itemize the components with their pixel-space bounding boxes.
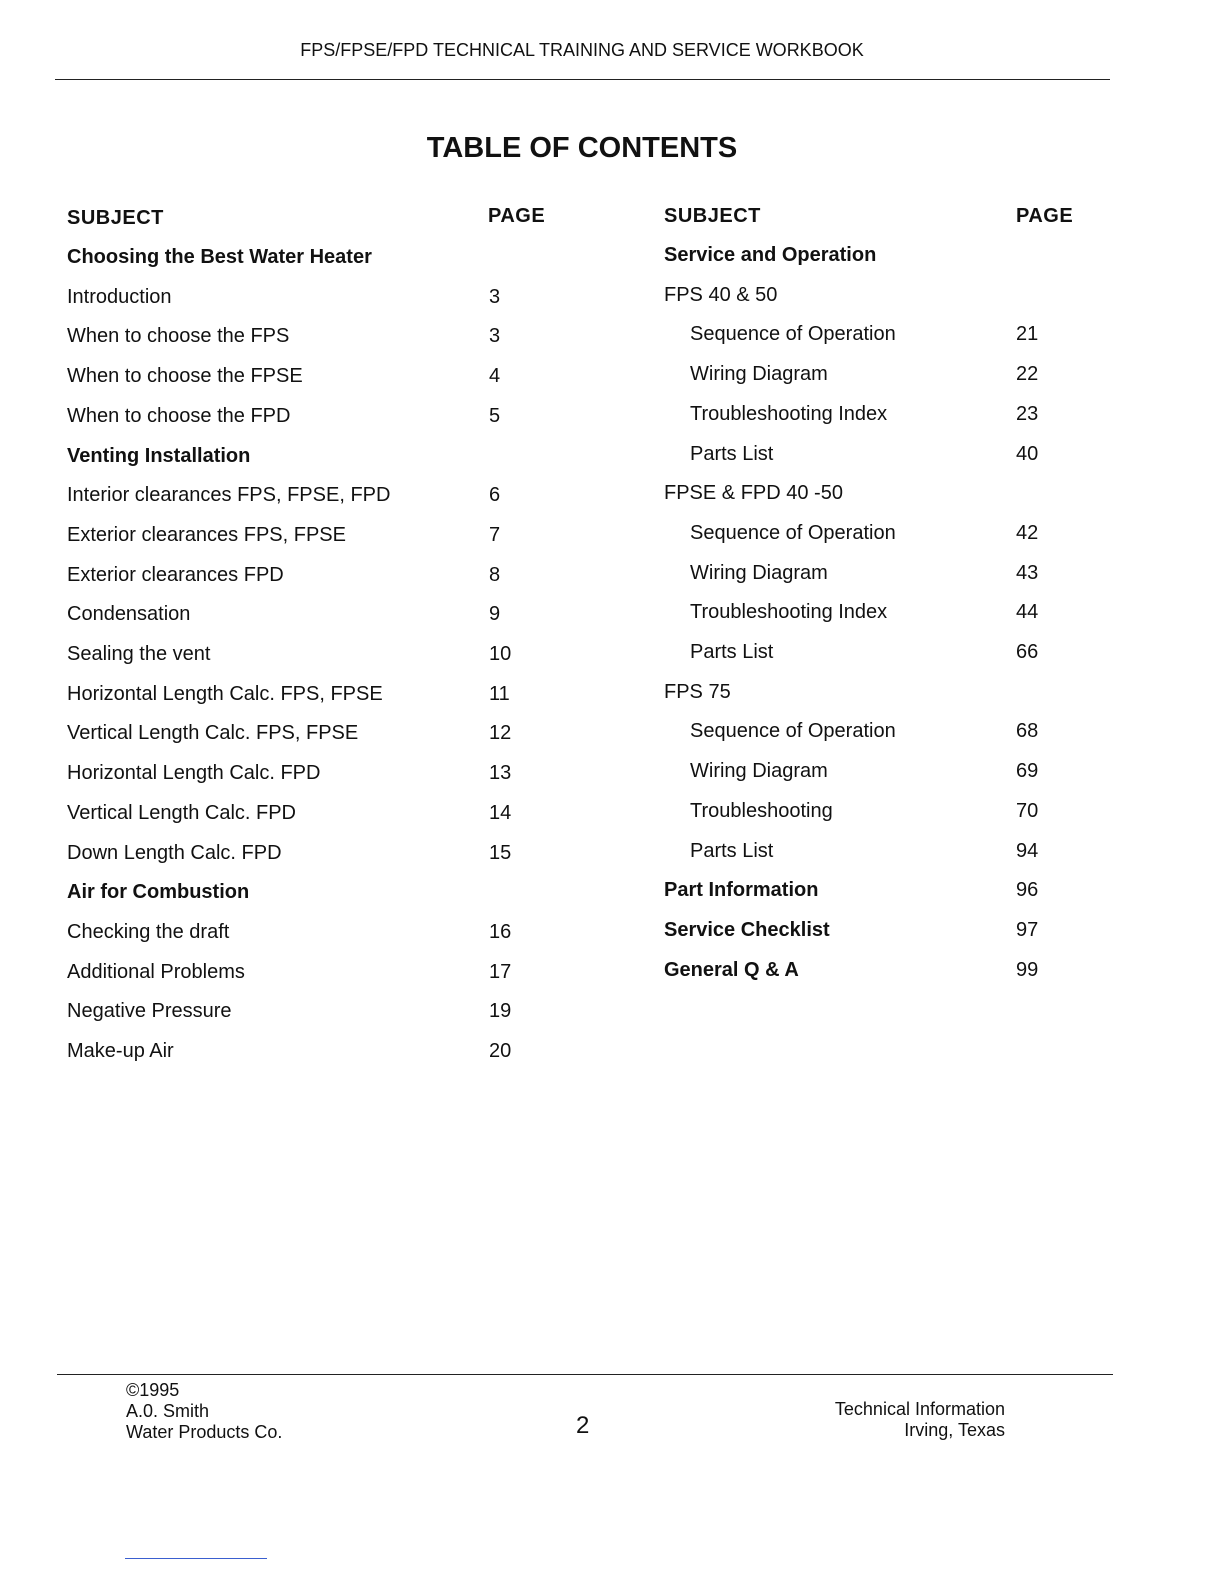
toc-entry: [67, 244, 547, 270]
toc-entry: [664, 798, 1084, 824]
toc-entry-subject: Checking the draft: [67, 920, 230, 943]
toc-section-heading: General Q & A: [664, 958, 799, 981]
toc-entry-page: 21: [1016, 323, 1039, 346]
toc-entry: [67, 323, 547, 349]
toc-entry-subject: When to choose the FPS: [67, 325, 290, 348]
toc-entry-subject: FPS 75: [664, 680, 731, 703]
header-rule: [55, 79, 1110, 80]
toc-entry-page: 16: [489, 920, 512, 943]
toc-entry: [67, 760, 547, 786]
toc-entry-subject: Exterior clearances FPD: [67, 563, 284, 586]
toc-entry-page: 69: [1016, 760, 1039, 783]
footer-department: Technical Information: [834, 1399, 1005, 1419]
toc-entry-subject: Exterior clearances FPS, FPSE: [67, 523, 346, 546]
toc-entry-subject: Wiring Diagram: [690, 760, 828, 783]
toc-entry: [67, 919, 547, 945]
toc-entry-page: 94: [1016, 839, 1039, 862]
toc-entry-subject: Negative Pressure: [67, 1000, 232, 1023]
toc-entry: [67, 1038, 547, 1064]
toc-entry-page: 17: [489, 960, 512, 983]
toc-entry-page: 99: [1016, 958, 1039, 981]
toc-title: TABLE OF CONTENTS: [426, 132, 738, 164]
toc-entry: [67, 522, 547, 548]
toc-entry: [664, 679, 1084, 705]
toc-entry-subject: Sequence of Operation: [690, 323, 896, 346]
toc-entry-page: 9: [489, 603, 501, 626]
toc-entry: [664, 441, 1084, 467]
toc-entry: [67, 443, 547, 469]
toc-entry-page: 10: [489, 643, 512, 665]
left-subject-header: SUBJECT: [67, 207, 164, 229]
toc-entry: [664, 877, 1084, 903]
footer-right-block: [780, 1399, 1005, 1441]
right-page-header: PAGE: [1016, 205, 1074, 227]
toc-entry-subject: Parts List: [690, 839, 774, 862]
toc-entry-page: 19: [489, 1000, 512, 1023]
toc-entry-subject: Troubleshooting Index: [690, 402, 888, 425]
toc-entry-page: 3: [489, 285, 501, 308]
toc-entry-subject: Troubleshooting Index: [690, 601, 888, 624]
toc-entry: [664, 560, 1084, 586]
toc-entry: [67, 641, 547, 667]
company-division: Water Products Co.: [126, 1422, 283, 1442]
toc-section-heading: Choosing the Best Water Heater: [67, 246, 372, 268]
footer-rule: [57, 1374, 1113, 1375]
toc-entry: [664, 282, 1084, 308]
toc-entry-subject: Parts List: [690, 641, 774, 663]
toc-section-heading: Venting Installation: [67, 444, 251, 467]
toc-entry-page: 6: [489, 484, 501, 507]
toc-entry: [67, 562, 547, 588]
toc-entry-subject: Additional Problems: [67, 960, 245, 983]
toc-entry-page: 14: [489, 801, 512, 824]
toc-entry-subject: Horizontal Length Calc. FPS, FPSE: [67, 682, 383, 705]
toc-entry-page: 43: [1016, 561, 1039, 584]
toc-entry-page: 15: [489, 841, 512, 864]
toc-entry-subject: Sequence of Operation: [690, 720, 896, 743]
toc-entry-subject: Vertical Length Calc. FPS, FPSE: [67, 722, 359, 745]
toc-entry: [664, 480, 1084, 506]
company-name: A.0. Smith: [126, 1401, 210, 1421]
toc-entry-subject: Interior clearances FPS, FPSE, FPD: [67, 484, 391, 507]
toc-entry-subject: When to choose the FPD: [67, 404, 291, 427]
toc-entry-subject: Horizontal Length Calc. FPD: [67, 762, 321, 785]
toc-entry-subject: FPSE & FPD 40 -50: [664, 482, 843, 505]
toc-entry: [67, 959, 547, 985]
toc-entry-subject: When to choose the FPSE: [67, 365, 303, 388]
left-page-header: PAGE: [488, 205, 546, 227]
toc-entry-page: 23: [1016, 402, 1039, 425]
toc-entry: [664, 401, 1084, 427]
toc-entry: [67, 840, 547, 866]
toc-entry: [67, 720, 547, 746]
toc-entry-subject: Wiring Diagram: [690, 363, 828, 386]
toc-section-heading: Air for Combustion: [67, 881, 250, 904]
toc-section-heading: Service and Operation: [664, 244, 877, 266]
toc-entry: [664, 957, 1084, 983]
footer-left-block: [126, 1380, 282, 1443]
toc-entry: [664, 758, 1084, 784]
toc-entry-page: 42: [1016, 521, 1039, 544]
toc-entry-subject: Introduction: [67, 285, 172, 308]
bottom-accent-line: [125, 1558, 267, 1559]
toc-entry: [67, 403, 547, 429]
toc-entry-subject: Sealing the vent: [67, 643, 211, 665]
copyright-text: ©1995: [126, 1380, 180, 1400]
toc-entry-page: 40: [1016, 442, 1039, 465]
toc-entry: [664, 242, 1084, 268]
toc-entry-page: 44: [1016, 601, 1039, 624]
toc-entry-subject: Make-up Air: [67, 1040, 174, 1062]
toc-entry-page: 5: [489, 404, 501, 427]
toc-entry-page: 7: [489, 523, 501, 546]
toc-entry: [664, 520, 1084, 546]
toc-entry-page: 12: [489, 722, 512, 745]
toc-entry-page: 11: [489, 682, 510, 705]
toc-entry-subject: Condensation: [67, 603, 191, 626]
footer-location: Irving, Texas: [904, 1420, 1005, 1440]
toc-entry-page: 70: [1016, 799, 1039, 822]
toc-entry-subject: Troubleshooting: [690, 799, 833, 822]
toc-entry-page: 8: [489, 563, 501, 586]
toc-entry-subject: Wiring Diagram: [690, 561, 828, 584]
toc-entry-page: 96: [1016, 879, 1039, 902]
toc-entry-subject: Down Length Calc. FPD: [67, 841, 282, 864]
toc-entry-subject: Parts List: [690, 442, 774, 465]
toc-entry: [664, 639, 1084, 665]
toc-entry: [664, 917, 1084, 943]
toc-entry: [664, 838, 1084, 864]
toc-entry-page: 3: [489, 325, 501, 348]
toc-section-heading: Part Information: [664, 879, 819, 902]
toc-entry-subject: FPS 40 & 50: [664, 283, 778, 306]
toc-entry: [67, 284, 547, 310]
toc-entry-page: 13: [489, 762, 512, 785]
toc-entry: [664, 599, 1084, 625]
toc-entry-subject: Vertical Length Calc. FPD: [67, 801, 296, 824]
toc-entry-page: 4: [489, 365, 501, 388]
toc-entry: [67, 601, 547, 627]
toc-entry-page: 20: [489, 1040, 512, 1062]
toc-entry-page: 66: [1016, 641, 1039, 663]
toc-entry: [67, 681, 547, 707]
toc-entry-subject: Sequence of Operation: [690, 521, 896, 544]
document-header-title: FPS/FPSE/FPD TECHNICAL TRAINING AND SERVICE WORKBOOK: [300, 40, 864, 60]
toc-entry: [67, 998, 547, 1024]
toc-section-heading: Service Checklist: [664, 918, 830, 941]
toc-entry: [664, 718, 1084, 744]
right-subject-header: SUBJECT: [664, 205, 761, 227]
page-number: 2: [576, 1412, 590, 1439]
toc-entry: [67, 363, 547, 389]
toc-entry-page: 22: [1016, 363, 1039, 386]
toc-entry: [67, 800, 547, 826]
toc-entry: [664, 321, 1084, 347]
toc-entry: [67, 482, 547, 508]
toc-entry-page: 68: [1016, 720, 1039, 743]
toc-entry: [664, 361, 1084, 387]
toc-entry-page: 97: [1016, 918, 1039, 941]
toc-entry: [67, 879, 547, 905]
